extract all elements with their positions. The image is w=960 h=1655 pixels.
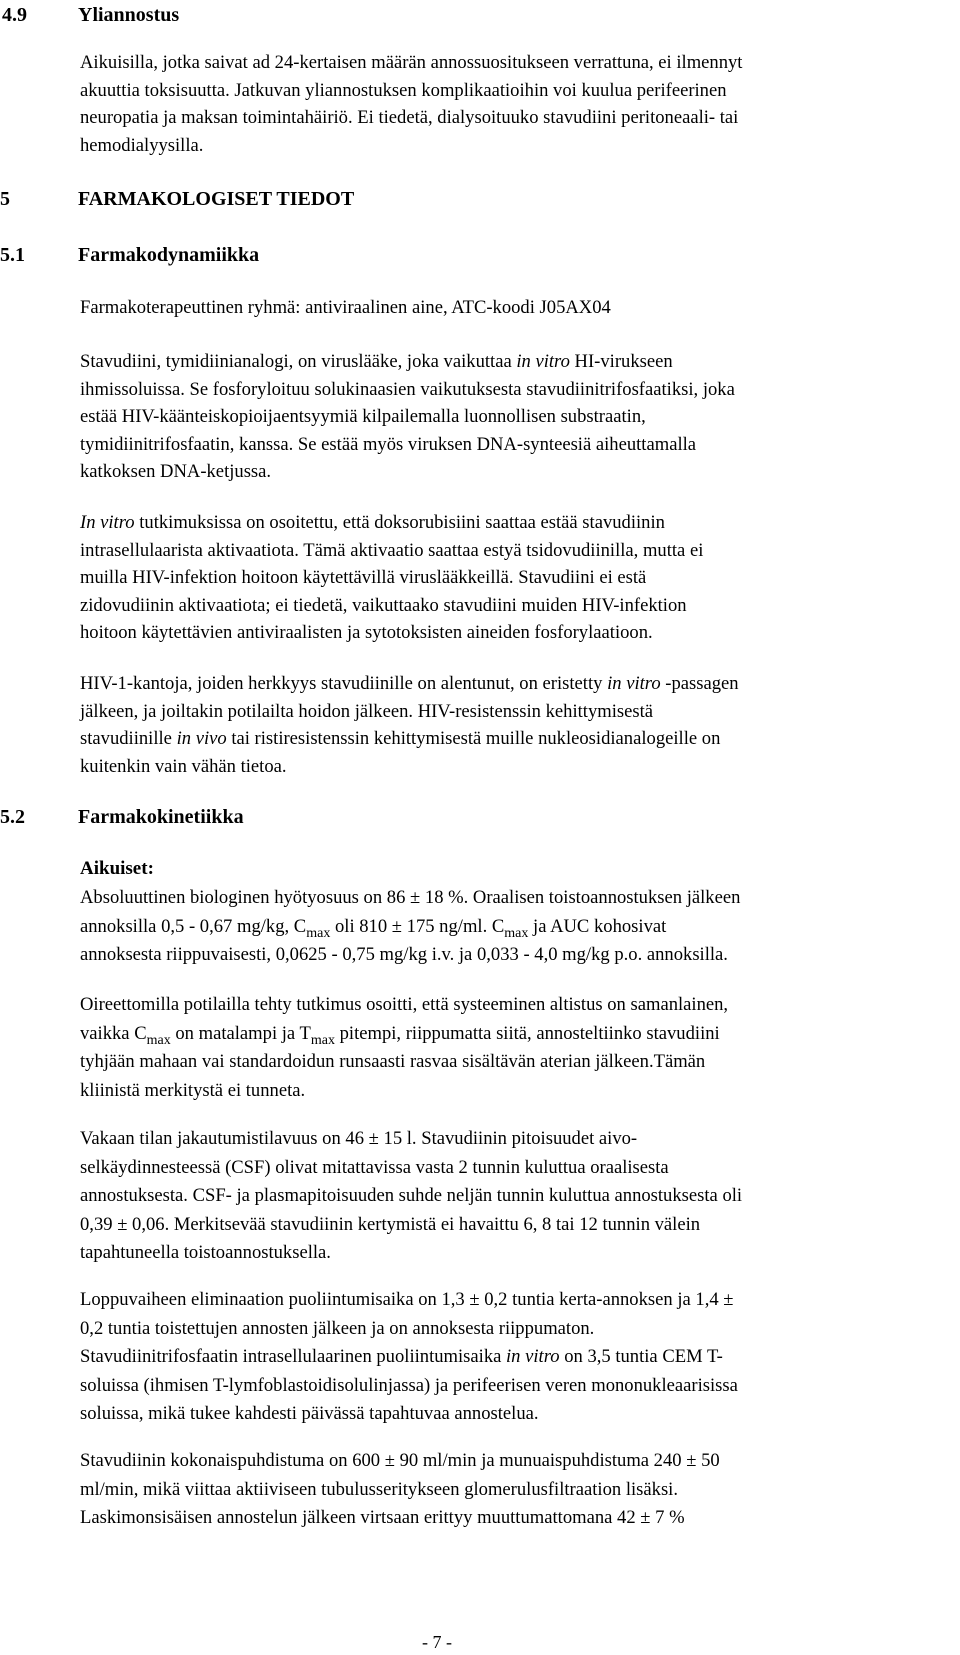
paragraph-atc [80, 294, 960, 322]
page-number: - 7 - [422, 1632, 452, 1652]
paragraph-distribution [80, 1125, 960, 1268]
text-line: soluissa (ihmisen T-lymfoblastoidisolulinjassa) ja perifeerisen veren mononukleaarisissa [80, 1374, 738, 1396]
text-line: annostuksesta. CSF- ja plasmapitoisuuden suhde neljän tunnin kuluttua annostuksesta oli [80, 1185, 743, 1206]
paragraph-clearance [80, 1447, 960, 1533]
italic-in-vivo: in vivo [176, 728, 227, 749]
text-line: annoksilla 0,5 - 0,67 mg/kg, $C_{max}$ oli 810 ± 175 ng/ml. $C_{max}$ ja AUC kohosivat [80, 915, 667, 941]
text-line: ml/min, mikä viittaa aktiiviseen tubulusseritykseen glomerulusfiltraation lisäksi. [80, 1478, 678, 1500]
text-line: zidovudiinin aktivaatiota; ei tiedetä, vaikuttaako stavudiini muiden HIV-infektion [80, 594, 687, 616]
text-line: Loppuvaiheen eliminaation puoliintumisaika on 1,3 ± 0,2 tuntia kerta-annoksen ja 1,4 ± [80, 1289, 734, 1310]
text-line: soluissa, mikä tukee kahdesti päivässä tapahtuvaa annostelua. [80, 1403, 539, 1424]
text-line: 0,39 ± 0,06. Merkitsevää stavudiinin kertymistä ei havaittu 6, 8 tai 12 tunnin välein [80, 1213, 701, 1235]
text-line: HIV-1-kantoja, joiden herkkyys stavudiinille on alentunut, on eristetty in vitro -passagen [80, 673, 739, 694]
paragraph-overdose [80, 49, 960, 159]
text-line: annoksesta riippuvaisesti, 0,0625 - 0,75 mg/kg i.v. ja 0,033 - 4,0 mg/kg p.o. annoksilla. [80, 944, 728, 965]
text-line: Laskimonsisäisen annostelun jälkeen virtsaan erittyy muuttumattomana 42 ± 7 % [80, 1507, 685, 1528]
text-line: 0,2 tuntia toistettujen annosten jälkeen ja on annoksesta riippumaton. [80, 1317, 595, 1339]
paragraph-adults [80, 884, 960, 970]
italic-in-vitro: in vitro [506, 1346, 560, 1367]
text-line: vaikka $C_{max}$ on matalampi ja $T_{max}$ pitempi, riippumatta siitä, annosteltiinko stavudiini [80, 1022, 720, 1048]
text-line: hemodialyysilla. [80, 134, 204, 156]
text-line: ihmissoluissa. Se fosforyloituu solukinaasien vaikutuksesta stavudiinitrifosfaatiksi, joka [80, 378, 735, 400]
section-number: 4.9 [2, 4, 27, 26]
text-line: neuropatia ja maksan toimintahäiriö. Ei tiedetä, dialysoituuko stavudiini peritoneaali- tai [80, 107, 739, 128]
text-line: tymidiinitrifosfaatin, kanssa. Se estää myös viruksen DNA-synteesiä aiheuttamalla [80, 433, 697, 455]
section-title: FARMAKOLOGISET TIEDOT [78, 188, 355, 210]
text-line: selkäydinnesteessä (CSF) olivat mitattavissa vasta 2 tunnin kuluttua oraalisesta [80, 1156, 669, 1178]
text-line: intrasellulaarista aktivaatiota. Tämä aktivaatio saattaa estyä tsidovudiinilla, mutta ei [80, 539, 704, 561]
text-line: hoitoon käytettävien antiviraalisten ja sytotoksisten aineiden fosforylaatioon. [80, 622, 653, 643]
text-line: Farmakoterapeuttinen ryhmä: antiviraalinen aine, ATC-koodi J05AX04 [80, 297, 611, 318]
section-title: Farmakodynamiikka [78, 244, 260, 266]
section-number: 5 [0, 188, 10, 210]
section-title: Yliannostus [78, 4, 180, 26]
text-line: Oireettomilla potilailla tehty tutkimus osoitti, että systeeminen altistus on samanlainen, [80, 994, 729, 1015]
paragraph-mechanism [80, 348, 960, 486]
section-number: 5.1 [0, 244, 25, 266]
paragraph-food-effect [80, 991, 960, 1105]
text-line: Aikuisilla, jotka saivat ad 24-kertaisen määrän annossuositukseen verrattuna, ei ilmennyt [80, 52, 743, 73]
text-line: estää HIV-käänteiskopioijaentsyymiä kilpailemalla luonnollisen substraatin, [80, 406, 646, 427]
italic-in-vitro: in vitro [607, 673, 661, 694]
text-line: stavudiinille in vivo tai ristiresistenssin kehittymisestä muille nukleosidianalogeille on [80, 728, 721, 749]
text-line: jälkeen, ja joiltakin potilailta hoidon jälkeen. HIV-resistenssin kehittymisestä [80, 700, 654, 722]
italic-in-vitro: In vitro [80, 512, 135, 533]
text-line: muilla HIV-infektion hoitoon käytettävillä viruslääkkeillä. Stavudiini ei estä [80, 567, 647, 588]
paragraph-elimination [80, 1286, 960, 1429]
subheading-adults: Aikuiset: [80, 858, 154, 879]
paragraph-resistance [80, 670, 960, 780]
italic-in-vitro: in vitro [516, 351, 570, 372]
text-line: kliinistä merkitystä ei tunneta. [80, 1079, 306, 1101]
text-line: In vitro tutkimuksissa on osoitettu, että doksorubisiini saattaa estää stavudiinin [80, 512, 665, 533]
text-line: Stavudiinin kokonaispuhdistuma on 600 ± 90 ml/min ja munuaispuhdistuma 240 ± 50 [80, 1450, 720, 1471]
text-line: tapahtuneella toistoannostuksella. [80, 1242, 331, 1263]
text-line: Vakaan tilan jakautumistilavuus on 46 ± 15 l. Stavudiinin pitoisuudet aivo- [80, 1128, 638, 1149]
text-line: katkoksen DNA-ketjussa. [80, 461, 272, 482]
text-line: tyhjään mahaan vai standardoidun runsaasti rasvaa sisältävän aterian jälkeen.Tämän [80, 1051, 706, 1072]
text-line: Stavudiini, tymidiinianalogi, on viruslääke, joka vaikuttaa in vitro HI-virukseen [80, 351, 673, 372]
section-number: 5.2 [0, 806, 25, 828]
text-line: Absoluuttinen biologinen hyötyosuus on 86 ± 18 %. Oraalisen toistoannostuksen jälkeen [80, 887, 741, 908]
paragraph-in-vitro [80, 509, 960, 647]
text-line: kuitenkin vain vähän tietoa. [80, 755, 287, 777]
text-line: Stavudiinitrifosfaatin intrasellulaarinen puoliintumisaika in vitro on 3,5 tuntia CEM T- [80, 1346, 723, 1367]
text-line: akuuttia toksisuutta. Jatkuvan yliannostuksen komplikaatioihin voi kuulua perifeerinen [80, 79, 727, 101]
section-title: Farmakokinetiikka [78, 806, 244, 828]
